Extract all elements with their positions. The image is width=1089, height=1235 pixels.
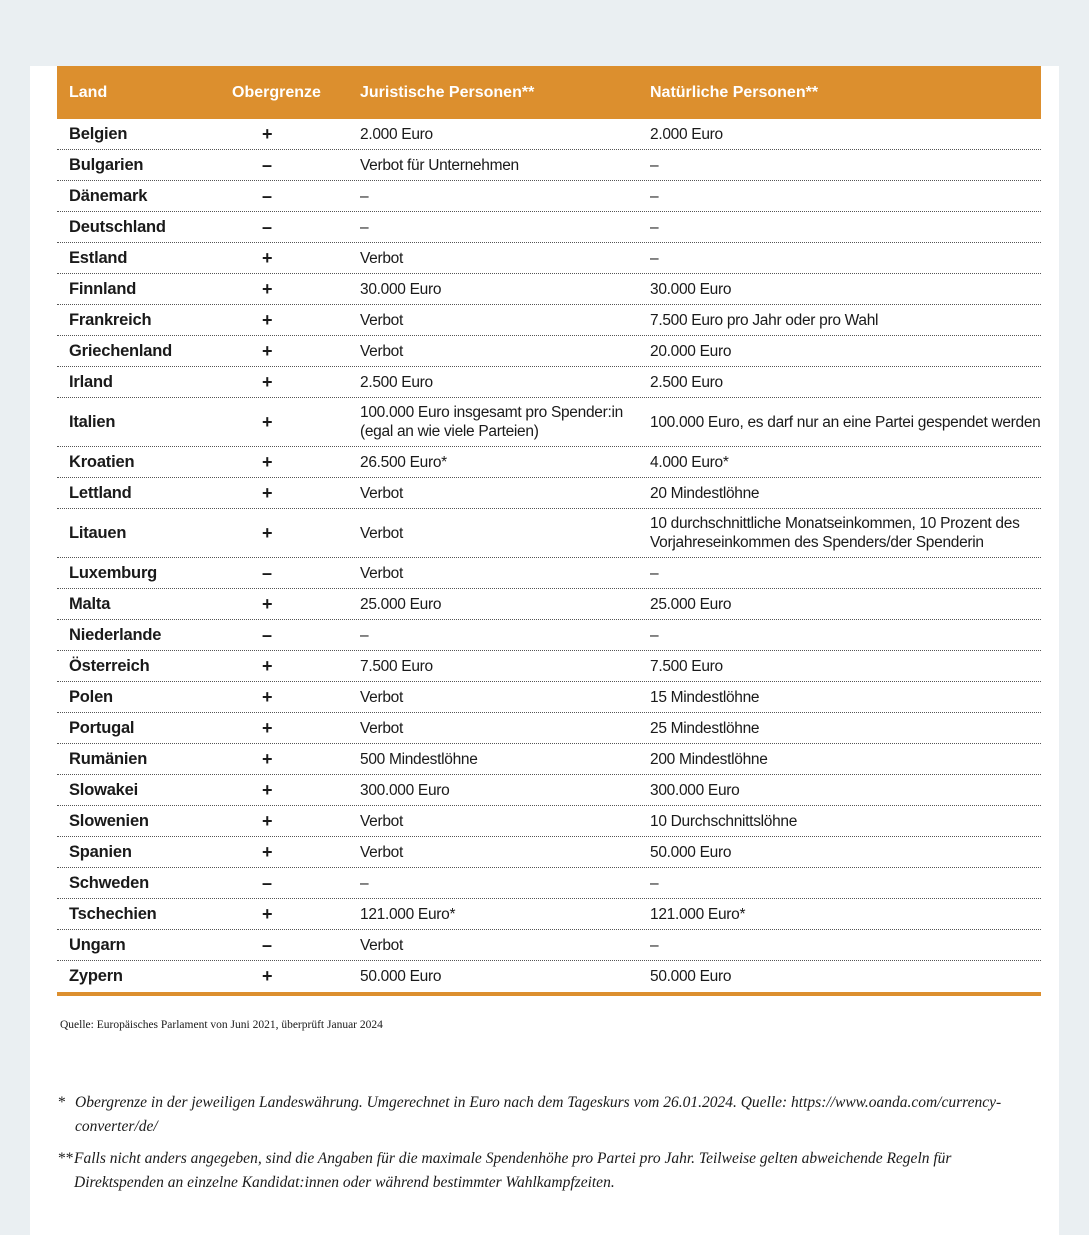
row-natural-persons: 20 Mindestlöhne [650,484,760,502]
row-limit: – [262,624,273,645]
row-natural-persons: 7.500 Euro [650,657,723,675]
footnote-1-text: Obergrenze in der jeweiligen Landeswährung. Umgerechnet in Euro nach dem Tageskurs vom 26.01.2024. Quelle: https://www.oanda.com/currency-converter/de/ [75,1094,1002,1135]
row-natural-persons: – [650,874,659,892]
row-country: Estland [69,248,128,267]
header-juristische-personen: Juristische Personen** [360,84,535,101]
table-row [57,775,1041,806]
row-limit: + [262,655,273,676]
row-limit: + [262,966,273,986]
table-row [57,212,1041,243]
row-natural-persons: 2.500 Euro [650,373,723,391]
row-natural-persons: – [650,218,659,236]
table-bottom-rule [57,992,1041,996]
row-country: Irland [69,372,113,391]
row-limit: – [262,872,273,893]
row-legal-persons: 300.000 Euro [360,781,450,799]
row-country: Belgien [69,124,128,143]
row-legal-persons: Verbot [360,812,404,830]
row-country: Bulgarien [69,155,144,174]
row-legal-persons: 121.000 Euro* [360,905,456,923]
header-natuerliche-personen: Natürliche Personen** [650,84,819,101]
table-row [57,367,1041,398]
table-row [57,682,1041,713]
row-legal-persons: Verbot [360,524,404,542]
row-natural-persons: – [650,564,659,582]
row-country: Schweden [69,873,150,892]
footnote-2 [58,1147,1033,1195]
footnote-1-mark: * [58,1094,66,1111]
row-limit: + [262,371,273,392]
row-country: Zypern [69,967,123,985]
row-country: Luxemburg [69,563,158,582]
table-row [57,305,1041,336]
row-natural-persons: 7.500 Euro pro Jahr oder pro Wahl [650,311,879,329]
table-row [57,181,1041,212]
table-row [57,868,1041,899]
row-country: Malta [69,594,111,613]
table-row [57,899,1041,930]
row-natural-persons: 100.000 Euro, es darf nur an eine Partei gespendet werden [650,413,1041,431]
row-country: Dänemark [69,186,148,205]
table-row [57,243,1041,274]
row-natural-persons: 200 Mindestlöhne [650,750,768,768]
row-limit: + [262,451,273,472]
row-limit: + [262,779,273,800]
row-legal-persons: 50.000 Euro [360,968,442,985]
footnote-1 [58,1091,1033,1139]
row-limit: – [262,216,273,237]
row-natural-persons: 121.000 Euro* [650,905,746,923]
row-natural-persons: 20.000 Euro [650,342,732,360]
table-row [57,447,1041,478]
row-limit: – [262,562,273,583]
source-note: Quelle: Europäisches Parlament von Juni 2021, überprüft Januar 2024 [60,1019,383,1031]
table-row [57,274,1041,305]
row-legal-persons: 100.000 Euro insgesamt pro Spender:in (egal an wie viele Parteien) [360,404,623,440]
table-row [57,336,1041,367]
row-natural-persons: – [650,249,659,267]
row-natural-persons: 10 Durchschnittslöhne [650,812,798,830]
row-country: Slowenien [69,811,149,830]
table-body [57,119,1041,992]
row-limit: + [262,903,273,924]
row-limit: + [262,841,273,862]
row-limit: + [262,810,273,831]
table-row [57,558,1041,589]
row-limit: – [262,934,273,955]
row-natural-persons: 2.000 Euro [650,125,723,143]
row-legal-persons: Verbot [360,843,404,861]
table-row [57,806,1041,837]
row-country: Deutschland [69,217,166,236]
row-legal-persons: – [360,626,369,644]
row-natural-persons: 30.000 Euro [650,280,732,298]
table-row [57,620,1041,651]
table-row [57,713,1041,744]
table-row [57,119,1041,150]
table-row [57,589,1041,620]
row-country: Italien [69,412,116,431]
row-limit: – [262,154,273,175]
row-legal-persons: – [360,218,369,236]
row-limit: + [262,748,273,769]
table-row [57,744,1041,775]
row-limit: + [262,593,273,614]
row-legal-persons: – [360,874,369,892]
table-row [57,930,1041,961]
table-row [57,651,1041,682]
row-legal-persons: 25.000 Euro [360,595,442,613]
row-country: Tschechien [69,904,157,923]
row-natural-persons: 25 Mindestlöhne [650,719,760,737]
row-limit: + [262,278,273,299]
row-natural-persons: 25.000 Euro [650,595,732,613]
row-country: Österreich [69,656,150,675]
table-header [57,66,1041,119]
row-legal-persons: 2.000 Euro [360,125,433,143]
header-land: Land [69,84,108,101]
row-legal-persons: Verbot [360,936,404,954]
row-legal-persons: 2.500 Euro [360,373,433,391]
row-limit: + [262,340,273,361]
footnote-2-mark: ** [58,1150,74,1167]
row-legal-persons: Verbot [360,688,404,706]
row-legal-persons: Verbot [360,564,404,582]
table-row [57,509,1041,558]
row-legal-persons: 26.500 Euro* [360,453,447,471]
row-country: Spanien [69,842,132,861]
row-legal-persons: Verbot [360,342,404,360]
header-obergrenze: Obergrenze [232,84,321,101]
row-natural-persons: 10 durchschnittliche Monatseinkommen, 10 Prozent des Vorjahreseinkommen des Spenders/der Spenderin [650,515,1020,551]
row-legal-persons: Verbot [360,484,404,502]
row-country: Kroatien [69,452,135,471]
row-country: Slowakei [69,780,139,799]
row-natural-persons: 15 Mindestlöhne [650,688,760,706]
row-legal-persons: Verbot für Unternehmen [360,156,519,174]
row-country: Finnland [69,279,137,298]
row-legal-persons: Verbot [360,311,404,329]
row-limit: + [262,686,273,707]
row-country: Portugal [69,718,135,737]
row-limit: + [262,482,273,503]
row-natural-persons: 4.000 Euro* [650,453,729,471]
row-country: Rumänien [69,749,148,768]
table-row [57,398,1041,447]
row-country: Niederlande [69,625,162,644]
row-country: Polen [69,687,113,706]
donation-table [57,66,1041,996]
row-limit: – [262,185,273,206]
row-limit: + [262,522,273,543]
row-natural-persons: – [650,156,659,174]
row-limit: + [262,309,273,330]
row-limit: + [262,247,273,268]
table-row [57,150,1041,181]
table-row [57,961,1041,992]
table-row [57,478,1041,509]
row-limit: + [262,717,273,738]
row-natural-persons: 300.000 Euro [650,781,740,799]
row-natural-persons: 50.000 Euro [650,843,732,861]
row-legal-persons: 30.000 Euro [360,280,442,298]
row-country: Frankreich [69,310,152,329]
row-natural-persons: – [650,187,659,205]
row-legal-persons: Verbot [360,249,404,267]
row-legal-persons: – [360,187,369,205]
row-limit: + [262,411,273,432]
row-legal-persons: Verbot [360,719,404,737]
row-legal-persons: 500 Mindestlöhne [360,750,478,768]
row-country: Ungarn [69,935,126,954]
row-limit: + [262,123,273,144]
row-country: Griechenland [69,341,173,360]
row-natural-persons: 50.000 Euro [650,968,732,985]
row-natural-persons: – [650,936,659,954]
row-legal-persons: 7.500 Euro [360,657,433,675]
table-row [57,837,1041,868]
row-country: Litauen [69,523,127,542]
row-natural-persons: – [650,626,659,644]
row-country: Lettland [69,483,132,502]
footnote-2-text: Falls nicht anders angegeben, sind die Angaben für die maximale Spendenhöhe pro Partei pro Jahr. Teilweise gelten abweichende Regeln für Direktspenden an einzelne Kandidat:innen oder während bestimmter Wahlkampfzeiten. [74,1150,952,1191]
